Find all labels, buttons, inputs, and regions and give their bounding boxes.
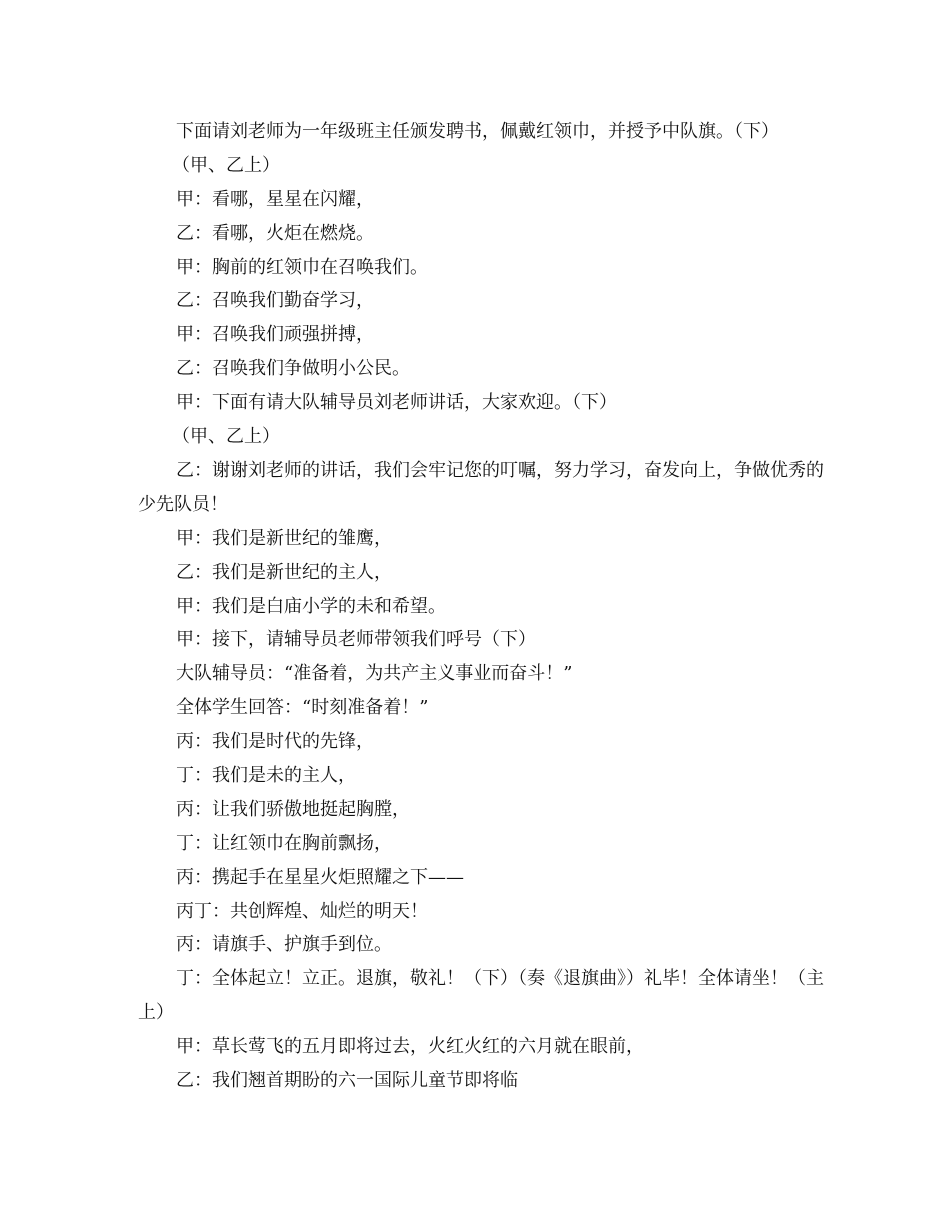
paragraph-line: 丙：携起手在星星火炬照耀之下—— bbox=[176, 866, 464, 888]
paragraph-line: 甲：我们是新世纪的雏鹰， bbox=[176, 527, 392, 549]
paragraph-wrapped: 丁：全体起立！立正。退旗，敬礼！（下）（奏《退旗曲》）礼毕！全体请坐！（主上） bbox=[138, 968, 824, 1024]
paragraph-line: 乙：看哪，火炬在燃烧。 bbox=[176, 222, 374, 244]
paragraph-line: 甲：看哪，星星在闪耀， bbox=[176, 188, 374, 210]
paragraph-line: 丙：请旗手、护旗手到位。 bbox=[176, 934, 392, 956]
paragraph-line: 丁：我们是未的主人， bbox=[176, 764, 356, 786]
paragraph-line: 甲：草长莺飞的五月即将过去，火红火红的六月就在眼前， bbox=[176, 1036, 644, 1058]
stage-direction: （甲、乙上） bbox=[172, 154, 280, 176]
paragraph-line: 甲：召唤我们顽强拼搏， bbox=[176, 324, 374, 346]
paragraph-line: 甲：胸前的红领巾在召唤我们。 bbox=[176, 256, 428, 278]
paragraph-line: 全体学生回答：“时刻准备着！” bbox=[176, 697, 429, 719]
paragraph-line: 乙：我们翘首期盼的六一国际儿童节即将临 bbox=[176, 1070, 518, 1091]
paragraph-line: 大队辅导员：“准备着，为共产主义事业而奋斗！” bbox=[176, 663, 573, 685]
paragraph-line: 甲：我们是白庙小学的未和希望。 bbox=[176, 595, 446, 617]
paragraph-line: 丙：让我们骄傲地挺起胸膛， bbox=[176, 798, 410, 820]
paragraph-line: 乙：召唤我们勤奋学习， bbox=[176, 290, 374, 312]
paragraph-wrapped: 乙：谢谢刘老师的讲话，我们会牢记您的叮嘱，努力学习，奋发向上，争做优秀的少先队员！ bbox=[138, 459, 824, 515]
stage-direction: （甲、乙上） bbox=[172, 426, 280, 448]
paragraph-line: 丙：我们是时代的先锋， bbox=[176, 731, 374, 753]
paragraph-line: 甲：接下，请辅导员老师带领我们呼号（下） bbox=[176, 629, 536, 651]
paragraph-line: 乙：召唤我们争做明小公民。 bbox=[176, 358, 410, 380]
paragraph-line: 甲：下面有请大队辅导员刘老师讲话，大家欢迎。（下） bbox=[176, 392, 617, 414]
paragraph-line: 乙：我们是新世纪的主人， bbox=[176, 561, 392, 583]
paragraph-line: 丙丁：共创辉煌、灿烂的明天！ bbox=[176, 900, 428, 922]
document-body bbox=[138, 115, 828, 1098]
paragraph-line: 丁：让红领巾在胸前飘扬， bbox=[176, 832, 392, 854]
paragraph-line: 下面请刘老师为一年级班主任颁发聘书，佩戴红领巾，并授予中队旗。（下） bbox=[176, 121, 779, 142]
